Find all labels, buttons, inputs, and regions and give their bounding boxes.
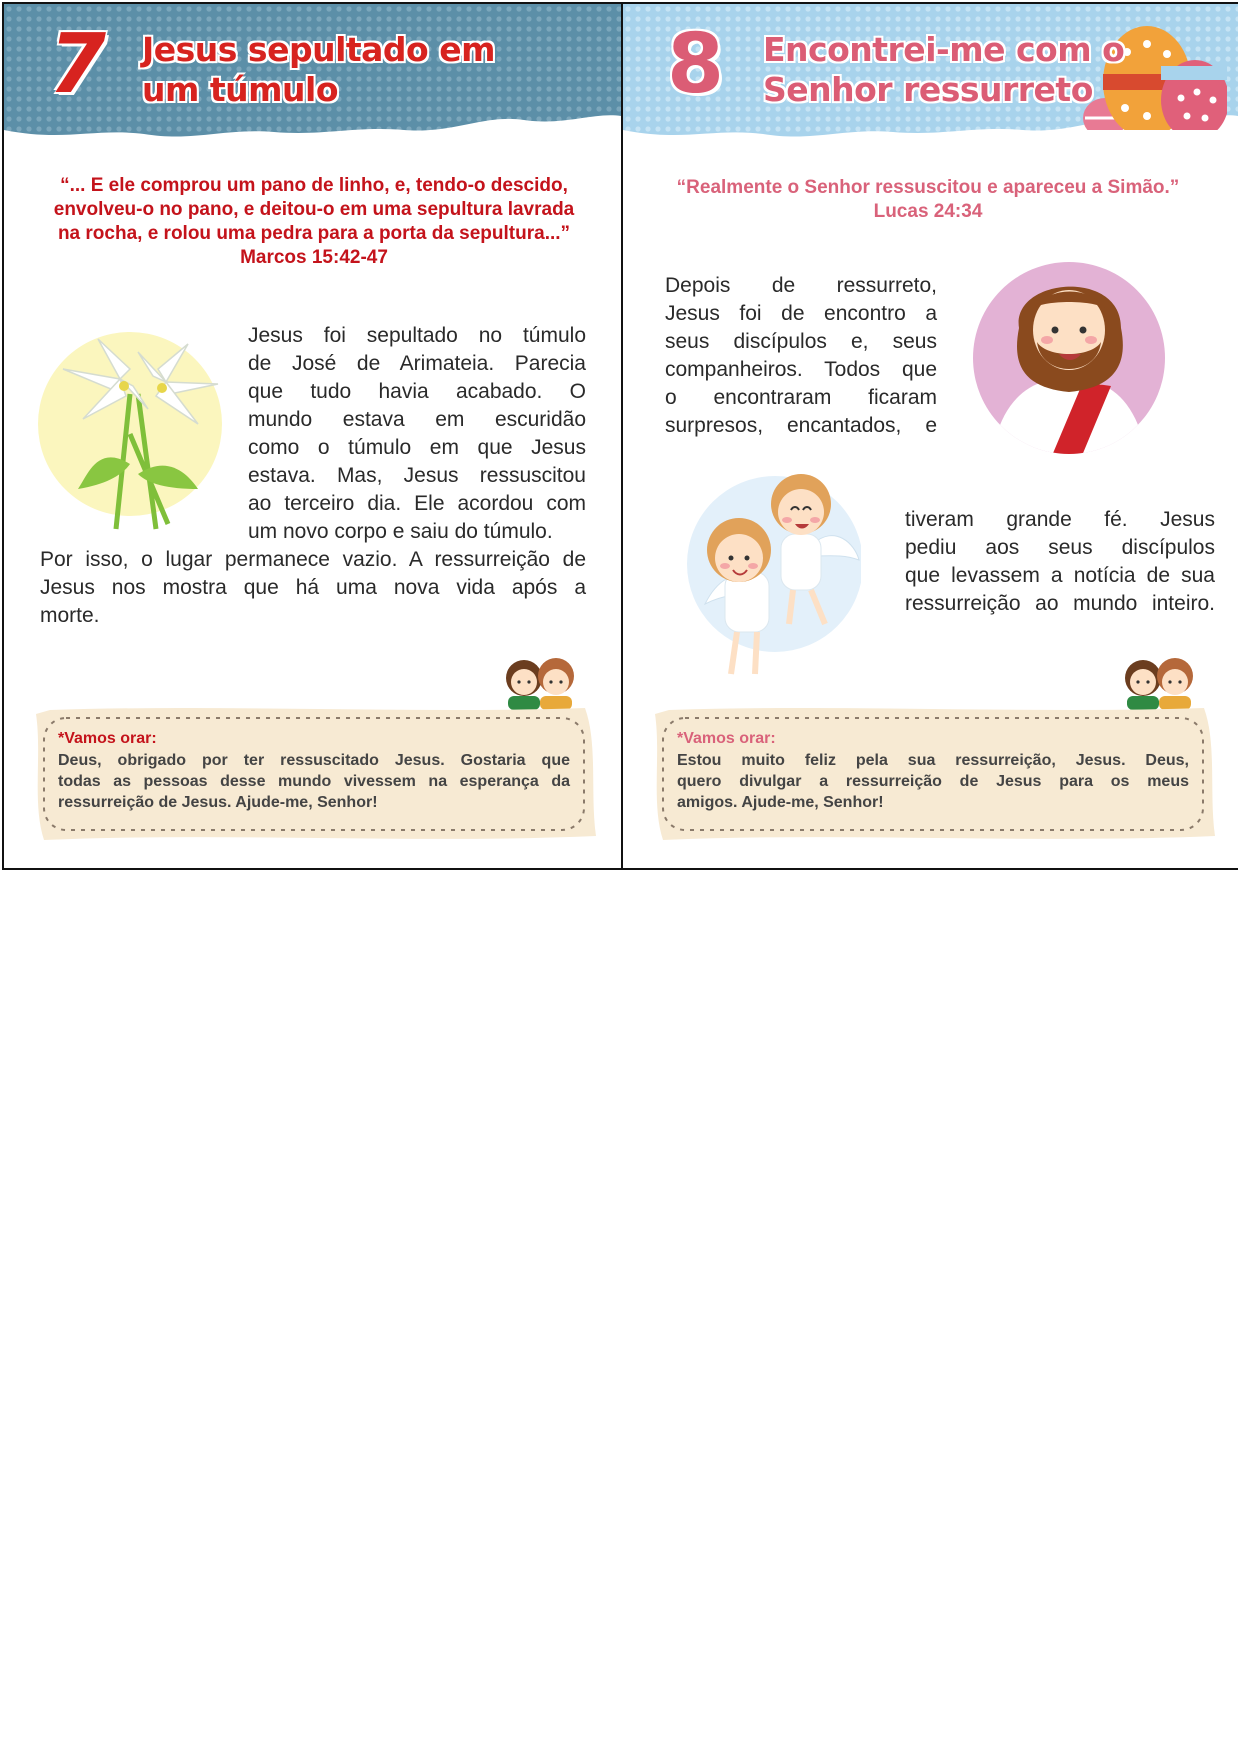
booklet-spread: [2, 2, 1238, 870]
story-text-full: [40, 546, 586, 630]
verse-line: “Realmente o Senhor ressuscitou e apareceu a Simão.”: [676, 177, 1180, 198]
text-line: que levassem a notícia de sua: [905, 564, 1215, 587]
prayer-line: Deus, obrigado por ter ressuscitado Jesus. Gostaria que: [58, 752, 570, 769]
text-line: Depois de ressurreto,: [665, 274, 937, 297]
prayer-line: quero divulgar a ressurreição de Jesus para os meus: [677, 773, 1189, 790]
page-number: 8: [667, 17, 725, 112]
prayer-label: *Vamos orar:: [677, 730, 776, 747]
title-line: um túmulo: [142, 70, 338, 109]
text-line: o encontraram ficaram: [665, 386, 937, 409]
page-7: [4, 4, 623, 868]
text-line: morte.: [40, 604, 100, 627]
text-line: estava. Mas, Jesus ressuscitou: [248, 464, 586, 487]
text-line: ao terceiro dia. Ele acordou com: [248, 492, 586, 515]
text-line: Jesus foi sepultado no túmulo: [248, 324, 586, 347]
prayer-line: ressurreição de Jesus. Ajude-me, Senhor!: [58, 794, 378, 811]
verse-line: envolveu-o no pano, e deitou-o em uma sepultura lavrada: [53, 199, 575, 220]
text-line: de José de Arimateia. Parecia: [248, 352, 586, 375]
text-line: Por isso, o lugar permanece vazio. A ressurreição de: [40, 548, 586, 571]
page-8-header: [623, 4, 1238, 144]
text-line: surpresos, encantados, e: [665, 414, 937, 437]
children-icon: [500, 652, 584, 710]
story-text-top: [665, 272, 937, 440]
text-line: ressurreição ao mundo inteiro.: [905, 592, 1215, 615]
text-line: um novo corpo e saiu do túmulo.: [248, 520, 553, 543]
title-line: Encontrei-me com o: [763, 30, 1125, 69]
angels-illustration: [685, 464, 861, 682]
text-line: como o túmulo em que Jesus: [248, 436, 586, 459]
verse-reference: Lucas 24:34: [873, 201, 983, 222]
prayer-box: [30, 704, 600, 844]
page-title: [142, 30, 495, 110]
prayer-line: todas as pessoas desse mundo vivessem na esperança da: [58, 773, 570, 790]
verse-line: “... E ele comprou um pano de linho, e, tendo-o descido,: [60, 175, 568, 196]
story-text-side: [248, 322, 586, 546]
page-number: 7: [49, 17, 107, 112]
verse-reference: Marcos 15:42-47: [240, 247, 388, 268]
text-line: tiveram grande fé. Jesus: [905, 508, 1215, 531]
page-7-header: [4, 4, 621, 144]
prayer-text: [677, 750, 1189, 813]
lily-flower-illustration: [38, 324, 228, 534]
bible-verse: [34, 174, 594, 270]
text-line: pediu aos seus discípulos: [905, 536, 1215, 559]
title-line: Jesus sepultado em: [142, 30, 495, 69]
page-title: [763, 30, 1124, 110]
prayer-box: [649, 704, 1219, 844]
text-line: Jesus nos mostra que há uma nova vida após a: [40, 576, 586, 599]
text-line: seus discípulos e, seus: [665, 330, 937, 353]
prayer-label: *Vamos orar:: [58, 730, 157, 747]
prayer-line: amigos. Ajude-me, Senhor!: [677, 794, 884, 811]
bible-verse: [643, 176, 1213, 224]
children-icon: [1119, 652, 1203, 710]
text-line: Jesus foi de encontro a: [665, 302, 937, 325]
story-text-bottom: [905, 506, 1215, 618]
title-line: Senhor ressurreto: [763, 70, 1093, 109]
text-line: companheiros. Todos que: [665, 358, 937, 381]
jesus-illustration: [971, 258, 1167, 458]
prayer-line: Estou muito feliz pela sua ressurreição, Jesus. Deus,: [677, 752, 1189, 769]
text-line: que tudo havia acabado. O: [248, 380, 586, 403]
verse-line: na rocha, e rolou uma pedra para a porta da sepultura...”: [57, 223, 571, 244]
prayer-text: [58, 750, 570, 813]
page-8: [623, 4, 1238, 868]
text-line: mundo estava em escuridão: [248, 408, 586, 431]
